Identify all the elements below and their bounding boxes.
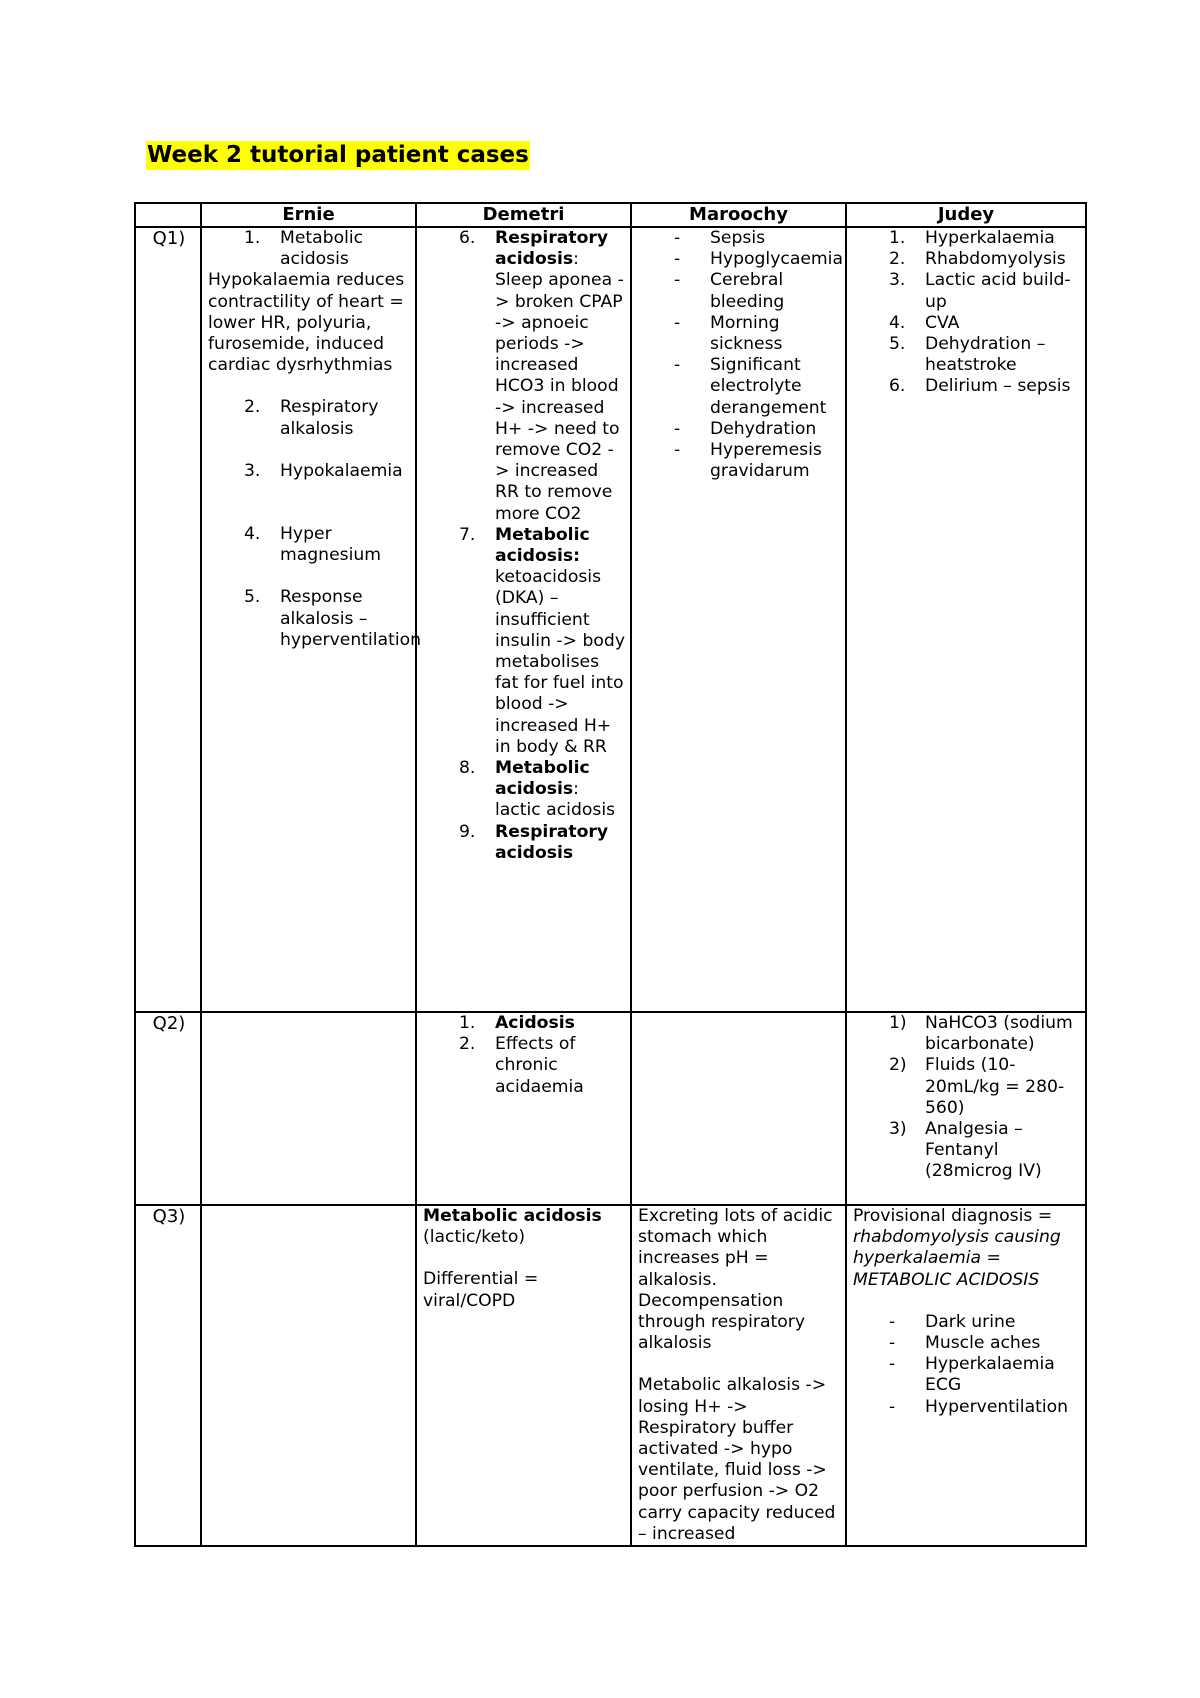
cell-q3-demetri [416,1205,631,1546]
list-item: 3. Lactic acid build-up [889,270,1071,312]
cell-q2-judey [846,1012,1086,1205]
header-judey: Judey [846,203,1086,227]
list-item: - Hyperemesis gravidarum [674,440,822,482]
maroochy-q3-p2: Metabolic alkalosis -> losing H+ -> Respiratory buffer activated -> hypo ventilate, fluid loss -> poor perfusion -> O2 carry capacity reduced – increased [638,1375,836,1544]
list-item: 4. CVA [889,312,960,333]
list-item: 5. Dehydration – heatstroke [889,334,1046,376]
demetri-q3-differential: Differential = viral/COPD [423,1269,539,1311]
list-item: - Significant electrolyte derangement [674,355,827,418]
list-item: 1) NaHCO3 (sodium bicarbonate) [889,1013,1073,1055]
demetri-q3-diagnosis: Metabolic acidosis (lactic/keto) [423,1206,602,1248]
list-item: 3. Hypokalaemia [244,460,403,481]
row-label-q3: Q3) [135,1205,201,1546]
list-item: 4. Hyper magnesium [244,524,382,566]
list-item: 9. Respiratory acidosis [459,821,609,863]
list-item: 5. Response alkalosis – hyperventilation [244,587,421,650]
list-item: - Hyperventilation [889,1396,1069,1417]
list-item: - Dehydration [674,418,817,439]
list-item: 6. Respiratory acidosis: Sleep aponea -> broken CPAP -> apnoeic periods -> increased HCO3 in blood -> increased H+ -> need to remove CO2 -> increased RR to remove more CO2 [459,228,624,524]
cell-q3-ernie [201,1205,416,1546]
header-maroochy: Maroochy [631,203,846,227]
cell-q1-maroochy [631,227,846,1012]
list-item: - Hyperkalaemia ECG [889,1354,1055,1396]
list-item: 1. Hyperkalaemia [889,228,1055,248]
header-row [135,203,1086,227]
cell-q1-demetri [416,227,631,1012]
row-label-q1: Q1) [135,227,201,1012]
list-item: - Sepsis [674,228,766,248]
list-item: - Muscle aches [889,1333,1041,1354]
list-item: 2. Rhabdomyolysis [889,249,1066,270]
cell-q1-judey [846,227,1086,1012]
ernie-note: Hypokalaemia reduces contractility of heart = lower HR, polyuria, furosemide, induced cardiac dysrhythmias [208,270,405,376]
header-demetri: Demetri [416,203,631,227]
list-item: 2. Effects of chronic acidaemia [459,1034,584,1097]
list-item: 2. Respiratory alkalosis [244,397,379,439]
header-ernie: Ernie [201,203,416,227]
list-item: 1. Acidosis [459,1013,575,1033]
judey-q3-diagnosis: Provisional diagnosis = rhabdomyolysis causing hyperkalaemia = METABOLIC ACIDOSIS [853,1206,1061,1290]
list-item: 6. Delirium – sepsis [889,376,1071,397]
list-item: 2) Fluids (10-20mL/kg = 280-560) [889,1055,1065,1118]
cell-q2-ernie [201,1012,416,1205]
row-q3 [135,1205,1086,1546]
cell-q3-maroochy [631,1205,846,1546]
list-item: - Hypoglycaemia [674,249,843,270]
patient-cases-table [134,202,1087,1547]
list-item: - Cerebral bleeding [674,270,785,312]
cell-q3-judey [846,1205,1086,1546]
cell-q2-demetri [416,1012,631,1205]
list-item: 8. Metabolic acidosis: lactic acidosis [459,758,616,821]
list-item: - Morning sickness [674,312,783,355]
cell-q2-maroochy [631,1012,846,1205]
maroochy-q3-p1: Excreting lots of acidic stomach which increases pH = alkalosis. Decompensation through respiratory alkalosis [638,1206,833,1354]
list-item: 7. Metabolic acidosis: ketoacidosis (DKA) – insufficient insulin -> body metabolises fat for fuel into blood -> increased H+ in body & RR [459,524,625,757]
row-q1 [135,227,1086,1012]
cell-q1-ernie [201,227,421,1012]
list-item: - Dark urine [889,1311,1016,1332]
list-item: 1. Metabolic acidosis [244,228,364,270]
row-label-q2: Q2) [135,1012,201,1205]
corner-cell [135,203,201,227]
document-title: Week 2 tutorial patient cases [147,142,529,168]
row-q2 [135,1012,1086,1205]
list-item: 3) Analgesia – Fentanyl (28microg IV) [889,1119,1042,1182]
